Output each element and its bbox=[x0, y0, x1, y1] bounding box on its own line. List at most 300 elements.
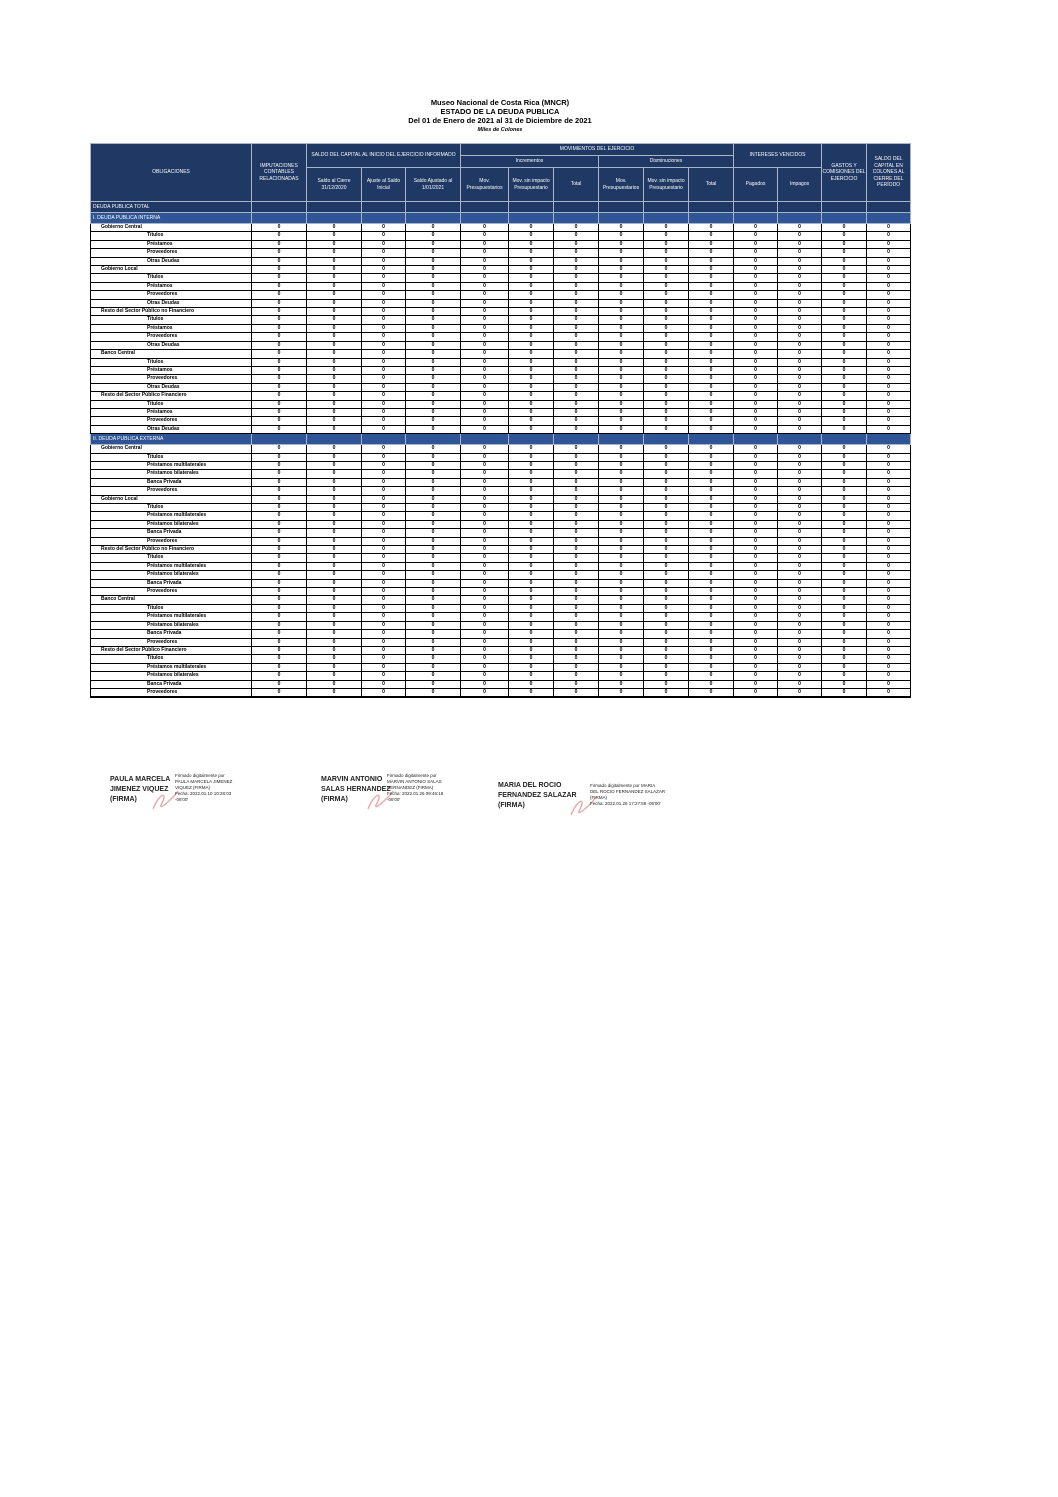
value-cell: 0 bbox=[734, 249, 778, 257]
value-cell: 0 bbox=[461, 324, 509, 332]
value-cell: 0 bbox=[362, 537, 406, 545]
row-label: Préstamos bilaterales bbox=[91, 621, 252, 629]
col-saldo-final: SALDO DEL CAPITAL EN COLONES AL CIERRE DEL PERÍODO bbox=[867, 144, 911, 202]
value-cell: 0 bbox=[509, 324, 554, 332]
value-cell: 0 bbox=[689, 621, 734, 629]
value-cell: 0 bbox=[252, 232, 307, 240]
value-cell: 0 bbox=[734, 461, 778, 469]
value-cell: 0 bbox=[554, 495, 599, 503]
signer-name: PAULA MARCELA JIMENEZ VIQUEZ (FIRMA) bbox=[110, 776, 171, 803]
row-label: Títulos bbox=[91, 655, 252, 663]
value-cell: 0 bbox=[689, 655, 734, 663]
value-cell: 0 bbox=[689, 291, 734, 299]
value-cell: 0 bbox=[689, 562, 734, 570]
value-cell: 0 bbox=[734, 232, 778, 240]
value-cell: 0 bbox=[554, 282, 599, 290]
section-cell bbox=[554, 213, 599, 224]
signature-block-2 bbox=[321, 773, 444, 805]
value-cell: 0 bbox=[252, 613, 307, 621]
value-cell: 0 bbox=[599, 257, 644, 265]
table-row bbox=[91, 613, 911, 621]
value-cell: 0 bbox=[461, 672, 509, 680]
value-cell: 0 bbox=[406, 291, 461, 299]
value-cell: 0 bbox=[734, 529, 778, 537]
table-row bbox=[91, 672, 911, 680]
value-cell: 0 bbox=[644, 333, 689, 341]
value-cell: 0 bbox=[307, 596, 362, 604]
value-cell: 0 bbox=[461, 495, 509, 503]
value-cell: 0 bbox=[307, 646, 362, 654]
value-cell: 0 bbox=[734, 562, 778, 570]
value-cell: 0 bbox=[252, 299, 307, 307]
value-cell: 0 bbox=[644, 400, 689, 408]
value-cell: 0 bbox=[867, 579, 911, 587]
value-cell: 0 bbox=[252, 688, 307, 697]
value-cell: 0 bbox=[461, 487, 509, 495]
value-cell: 0 bbox=[461, 400, 509, 408]
value-cell: 0 bbox=[644, 646, 689, 654]
value-cell: 0 bbox=[554, 478, 599, 486]
value-cell: 0 bbox=[509, 408, 554, 416]
value-cell: 0 bbox=[734, 299, 778, 307]
value-cell: 0 bbox=[599, 562, 644, 570]
value-cell: 0 bbox=[778, 417, 822, 425]
section-label: I. DEUDA PUBLICA INTERNA bbox=[91, 213, 252, 224]
value-cell: 0 bbox=[599, 240, 644, 248]
section-cell bbox=[252, 202, 307, 213]
value-cell: 0 bbox=[822, 630, 867, 638]
value-cell: 0 bbox=[509, 512, 554, 520]
value-cell: 0 bbox=[778, 461, 822, 469]
value-cell: 0 bbox=[461, 445, 509, 453]
value-cell: 0 bbox=[822, 408, 867, 416]
value-cell: 0 bbox=[644, 375, 689, 383]
value-cell: 0 bbox=[822, 425, 867, 433]
value-cell: 0 bbox=[307, 408, 362, 416]
debt-table bbox=[90, 143, 911, 698]
value-cell: 0 bbox=[554, 400, 599, 408]
table-row bbox=[91, 392, 911, 400]
value-cell: 0 bbox=[778, 266, 822, 274]
value-cell: 0 bbox=[734, 274, 778, 282]
value-cell: 0 bbox=[689, 613, 734, 621]
value-cell: 0 bbox=[406, 358, 461, 366]
value-cell: 0 bbox=[734, 613, 778, 621]
value-cell: 0 bbox=[778, 596, 822, 604]
value-cell: 0 bbox=[362, 274, 406, 282]
value-cell: 0 bbox=[461, 630, 509, 638]
value-cell: 0 bbox=[554, 232, 599, 240]
row-label: Títulos bbox=[91, 232, 252, 240]
value-cell: 0 bbox=[406, 520, 461, 528]
value-cell: 0 bbox=[599, 366, 644, 374]
value-cell: 0 bbox=[509, 445, 554, 453]
value-cell: 0 bbox=[867, 529, 911, 537]
value-cell: 0 bbox=[599, 630, 644, 638]
value-cell: 0 bbox=[461, 554, 509, 562]
value-cell: 0 bbox=[509, 453, 554, 461]
value-cell: 0 bbox=[778, 655, 822, 663]
section-cell bbox=[362, 202, 406, 213]
value-cell: 0 bbox=[554, 588, 599, 596]
value-cell: 0 bbox=[461, 546, 509, 554]
value-cell: 0 bbox=[362, 316, 406, 324]
value-cell: 0 bbox=[599, 282, 644, 290]
value-cell: 0 bbox=[307, 308, 362, 316]
value-cell: 0 bbox=[362, 417, 406, 425]
value-cell: 0 bbox=[252, 400, 307, 408]
value-cell: 0 bbox=[461, 655, 509, 663]
value-cell: 0 bbox=[252, 240, 307, 248]
value-cell: 0 bbox=[362, 604, 406, 612]
col-movimientos: MOVIMIENTOS DEL EJERCICIO bbox=[461, 144, 734, 156]
value-cell: 0 bbox=[252, 392, 307, 400]
value-cell: 0 bbox=[867, 400, 911, 408]
value-cell: 0 bbox=[734, 512, 778, 520]
value-cell: 0 bbox=[599, 274, 644, 282]
value-cell: 0 bbox=[406, 324, 461, 332]
value-cell: 0 bbox=[406, 400, 461, 408]
value-cell: 0 bbox=[362, 358, 406, 366]
value-cell: 0 bbox=[822, 562, 867, 570]
value-cell: 0 bbox=[509, 341, 554, 349]
value-cell: 0 bbox=[734, 672, 778, 680]
value-cell: 0 bbox=[406, 417, 461, 425]
value-cell: 0 bbox=[644, 554, 689, 562]
report-period: Del 01 de Enero de 2021 al 31 de Diciembre de 2021 bbox=[408, 116, 592, 125]
value-cell: 0 bbox=[867, 478, 911, 486]
value-cell: 0 bbox=[778, 680, 822, 688]
table-row bbox=[91, 504, 911, 512]
value-cell: 0 bbox=[509, 638, 554, 646]
value-cell: 0 bbox=[644, 224, 689, 232]
value-cell: 0 bbox=[554, 249, 599, 257]
report-header bbox=[90, 98, 910, 135]
value-cell: 0 bbox=[406, 299, 461, 307]
section-cell bbox=[554, 434, 599, 445]
value-cell: 0 bbox=[689, 316, 734, 324]
table-row bbox=[91, 461, 911, 469]
value-cell: 0 bbox=[362, 366, 406, 374]
value-cell: 0 bbox=[461, 529, 509, 537]
value-cell: 0 bbox=[307, 655, 362, 663]
row-label: Banca Privada bbox=[91, 579, 252, 587]
value-cell: 0 bbox=[822, 487, 867, 495]
value-cell: 0 bbox=[554, 324, 599, 332]
value-cell: 0 bbox=[822, 546, 867, 554]
value-cell: 0 bbox=[867, 638, 911, 646]
value-cell: 0 bbox=[689, 249, 734, 257]
row-label: Títulos bbox=[91, 554, 252, 562]
value-cell: 0 bbox=[406, 478, 461, 486]
value-cell: 0 bbox=[509, 571, 554, 579]
value-cell: 0 bbox=[307, 495, 362, 503]
section-cell bbox=[644, 202, 689, 213]
row-label: Proveedores bbox=[91, 375, 252, 383]
value-cell: 0 bbox=[778, 478, 822, 486]
value-cell: 0 bbox=[252, 470, 307, 478]
section-cell bbox=[689, 213, 734, 224]
value-cell: 0 bbox=[689, 504, 734, 512]
value-cell: 0 bbox=[644, 546, 689, 554]
value-cell: 0 bbox=[362, 470, 406, 478]
value-cell: 0 bbox=[822, 478, 867, 486]
value-cell: 0 bbox=[689, 366, 734, 374]
row-label: Banco Central bbox=[91, 350, 252, 358]
value-cell: 0 bbox=[307, 375, 362, 383]
value-cell: 0 bbox=[461, 537, 509, 545]
value-cell: 0 bbox=[644, 291, 689, 299]
value-cell: 0 bbox=[252, 579, 307, 587]
value-cell: 0 bbox=[867, 646, 911, 654]
value-cell: 0 bbox=[689, 383, 734, 391]
value-cell: 0 bbox=[554, 512, 599, 520]
value-cell: 0 bbox=[778, 333, 822, 341]
value-cell: 0 bbox=[554, 630, 599, 638]
value-cell: 0 bbox=[362, 478, 406, 486]
value-cell: 0 bbox=[362, 308, 406, 316]
value-cell: 0 bbox=[509, 546, 554, 554]
table-row bbox=[91, 688, 911, 697]
value-cell: 0 bbox=[734, 495, 778, 503]
value-cell: 0 bbox=[599, 299, 644, 307]
value-cell: 0 bbox=[362, 487, 406, 495]
row-label: Resto del Sector Público Financiero bbox=[91, 392, 252, 400]
value-cell: 0 bbox=[406, 266, 461, 274]
table-row bbox=[91, 554, 911, 562]
value-cell: 0 bbox=[509, 291, 554, 299]
value-cell: 0 bbox=[406, 425, 461, 433]
value-cell: 0 bbox=[778, 249, 822, 257]
value-cell: 0 bbox=[461, 613, 509, 621]
value-cell: 0 bbox=[689, 400, 734, 408]
value-cell: 0 bbox=[461, 596, 509, 604]
value-cell: 0 bbox=[689, 487, 734, 495]
row-label: Préstamos multilaterales bbox=[91, 562, 252, 570]
value-cell: 0 bbox=[644, 249, 689, 257]
value-cell: 0 bbox=[461, 688, 509, 697]
value-cell: 0 bbox=[644, 680, 689, 688]
section-cell bbox=[461, 434, 509, 445]
value-cell: 0 bbox=[867, 588, 911, 596]
value-cell: 0 bbox=[307, 224, 362, 232]
value-cell: 0 bbox=[461, 383, 509, 391]
row-label: Gobierno Local bbox=[91, 266, 252, 274]
value-cell: 0 bbox=[599, 604, 644, 612]
value-cell: 0 bbox=[822, 663, 867, 671]
row-label: Títulos bbox=[91, 358, 252, 366]
value-cell: 0 bbox=[406, 274, 461, 282]
row-label: Títulos bbox=[91, 453, 252, 461]
value-cell: 0 bbox=[362, 688, 406, 697]
value-cell: 0 bbox=[734, 646, 778, 654]
value-cell: 0 bbox=[509, 417, 554, 425]
table-row bbox=[91, 495, 911, 503]
section-cell bbox=[307, 202, 362, 213]
value-cell: 0 bbox=[599, 461, 644, 469]
value-cell: 0 bbox=[599, 375, 644, 383]
value-cell: 0 bbox=[461, 579, 509, 587]
value-cell: 0 bbox=[461, 232, 509, 240]
value-cell: 0 bbox=[778, 571, 822, 579]
row-label: Proveedores bbox=[91, 249, 252, 257]
value-cell: 0 bbox=[867, 425, 911, 433]
value-cell: 0 bbox=[252, 478, 307, 486]
value-cell: 0 bbox=[599, 383, 644, 391]
value-cell: 0 bbox=[689, 308, 734, 316]
col-gastos: GASTOS Y COMISIONES DEL EJERCICIO bbox=[822, 144, 867, 202]
value-cell: 0 bbox=[778, 299, 822, 307]
value-cell: 0 bbox=[822, 316, 867, 324]
section-cell bbox=[599, 434, 644, 445]
value-cell: 0 bbox=[644, 425, 689, 433]
value-cell: 0 bbox=[822, 291, 867, 299]
value-cell: 0 bbox=[362, 504, 406, 512]
value-cell: 0 bbox=[689, 604, 734, 612]
section-cell bbox=[867, 434, 911, 445]
value-cell: 0 bbox=[867, 324, 911, 332]
value-cell: 0 bbox=[509, 588, 554, 596]
value-cell: 0 bbox=[822, 638, 867, 646]
value-cell: 0 bbox=[734, 546, 778, 554]
value-cell: 0 bbox=[362, 596, 406, 604]
row-label: Préstamos bbox=[91, 366, 252, 374]
section-cell bbox=[461, 213, 509, 224]
col-saldo-ajustado: Saldo Ajustado al 1/01/2021 bbox=[406, 168, 461, 202]
value-cell: 0 bbox=[778, 366, 822, 374]
value-cell: 0 bbox=[406, 579, 461, 587]
value-cell: 0 bbox=[307, 232, 362, 240]
value-cell: 0 bbox=[822, 274, 867, 282]
value-cell: 0 bbox=[867, 408, 911, 416]
value-cell: 0 bbox=[734, 453, 778, 461]
value-cell: 0 bbox=[644, 588, 689, 596]
value-cell: 0 bbox=[778, 630, 822, 638]
value-cell: 0 bbox=[362, 588, 406, 596]
value-cell: 0 bbox=[362, 453, 406, 461]
value-cell: 0 bbox=[644, 282, 689, 290]
value-cell: 0 bbox=[689, 588, 734, 596]
section-cell bbox=[599, 202, 644, 213]
value-cell: 0 bbox=[406, 445, 461, 453]
value-cell: 0 bbox=[644, 308, 689, 316]
value-cell: 0 bbox=[822, 655, 867, 663]
value-cell: 0 bbox=[599, 400, 644, 408]
value-cell: 0 bbox=[599, 249, 644, 257]
value-cell: 0 bbox=[307, 358, 362, 366]
value-cell: 0 bbox=[509, 224, 554, 232]
row-label: Proveedores bbox=[91, 417, 252, 425]
value-cell: 0 bbox=[599, 554, 644, 562]
value-cell: 0 bbox=[822, 672, 867, 680]
value-cell: 0 bbox=[252, 257, 307, 265]
section-cell bbox=[252, 434, 307, 445]
row-label: Préstamos bbox=[91, 240, 252, 248]
value-cell: 0 bbox=[307, 257, 362, 265]
value-cell: 0 bbox=[778, 621, 822, 629]
value-cell: 0 bbox=[252, 588, 307, 596]
value-cell: 0 bbox=[252, 655, 307, 663]
value-cell: 0 bbox=[778, 520, 822, 528]
value-cell: 0 bbox=[554, 274, 599, 282]
value-cell: 0 bbox=[867, 316, 911, 324]
value-cell: 0 bbox=[509, 282, 554, 290]
value-cell: 0 bbox=[362, 579, 406, 587]
col-dis-total: Total bbox=[689, 168, 734, 202]
value-cell: 0 bbox=[644, 316, 689, 324]
value-cell: 0 bbox=[461, 266, 509, 274]
value-cell: 0 bbox=[778, 588, 822, 596]
row-label: Banca Privada bbox=[91, 478, 252, 486]
value-cell: 0 bbox=[406, 688, 461, 697]
value-cell: 0 bbox=[644, 445, 689, 453]
value-cell: 0 bbox=[362, 512, 406, 520]
value-cell: 0 bbox=[461, 341, 509, 349]
value-cell: 0 bbox=[822, 341, 867, 349]
value-cell: 0 bbox=[554, 562, 599, 570]
value-cell: 0 bbox=[734, 291, 778, 299]
value-cell: 0 bbox=[252, 425, 307, 433]
value-cell: 0 bbox=[362, 224, 406, 232]
table-row bbox=[91, 358, 911, 366]
value-cell: 0 bbox=[406, 638, 461, 646]
value-cell: 0 bbox=[644, 358, 689, 366]
value-cell: 0 bbox=[599, 663, 644, 671]
value-cell: 0 bbox=[307, 478, 362, 486]
value-cell: 0 bbox=[734, 240, 778, 248]
value-cell: 0 bbox=[644, 366, 689, 374]
table-row bbox=[91, 655, 911, 663]
value-cell: 0 bbox=[406, 562, 461, 570]
value-cell: 0 bbox=[406, 663, 461, 671]
table-row bbox=[91, 638, 911, 646]
value-cell: 0 bbox=[867, 571, 911, 579]
row-label: Préstamos bilaterales bbox=[91, 571, 252, 579]
value-cell: 0 bbox=[644, 232, 689, 240]
value-cell: 0 bbox=[362, 282, 406, 290]
section-cell bbox=[599, 213, 644, 224]
value-cell: 0 bbox=[362, 638, 406, 646]
value-cell: 0 bbox=[867, 445, 911, 453]
signature-info: Firmado digitalmente por MARIA DEL ROCIO FERNANDEZ SALAZAR (FIRMA) Fecha: 2022.01.26 17:27:59 -06'00' bbox=[590, 783, 666, 806]
value-cell: 0 bbox=[509, 621, 554, 629]
value-cell: 0 bbox=[554, 638, 599, 646]
table-row bbox=[91, 417, 911, 425]
value-cell: 0 bbox=[822, 257, 867, 265]
value-cell: 0 bbox=[362, 520, 406, 528]
value-cell: 0 bbox=[252, 224, 307, 232]
value-cell: 0 bbox=[822, 646, 867, 654]
value-cell: 0 bbox=[509, 366, 554, 374]
row-label: Préstamos multilaterales bbox=[91, 663, 252, 671]
col-saldo-inicio: SALDO DEL CAPITAL AL INICIO DEL EJERCICIO INFORMADO bbox=[307, 144, 461, 168]
value-cell: 0 bbox=[554, 554, 599, 562]
table-row bbox=[91, 445, 911, 453]
value-cell: 0 bbox=[599, 232, 644, 240]
value-cell: 0 bbox=[252, 282, 307, 290]
value-cell: 0 bbox=[644, 470, 689, 478]
row-label: Resto del Sector Público Financiero bbox=[91, 646, 252, 654]
section-cell bbox=[689, 434, 734, 445]
row-label: Banco Central bbox=[91, 596, 252, 604]
value-cell: 0 bbox=[252, 638, 307, 646]
value-cell: 0 bbox=[599, 520, 644, 528]
value-cell: 0 bbox=[599, 470, 644, 478]
value-cell: 0 bbox=[406, 392, 461, 400]
value-cell: 0 bbox=[406, 350, 461, 358]
value-cell: 0 bbox=[252, 383, 307, 391]
row-label: Otras Deudas bbox=[91, 383, 252, 391]
